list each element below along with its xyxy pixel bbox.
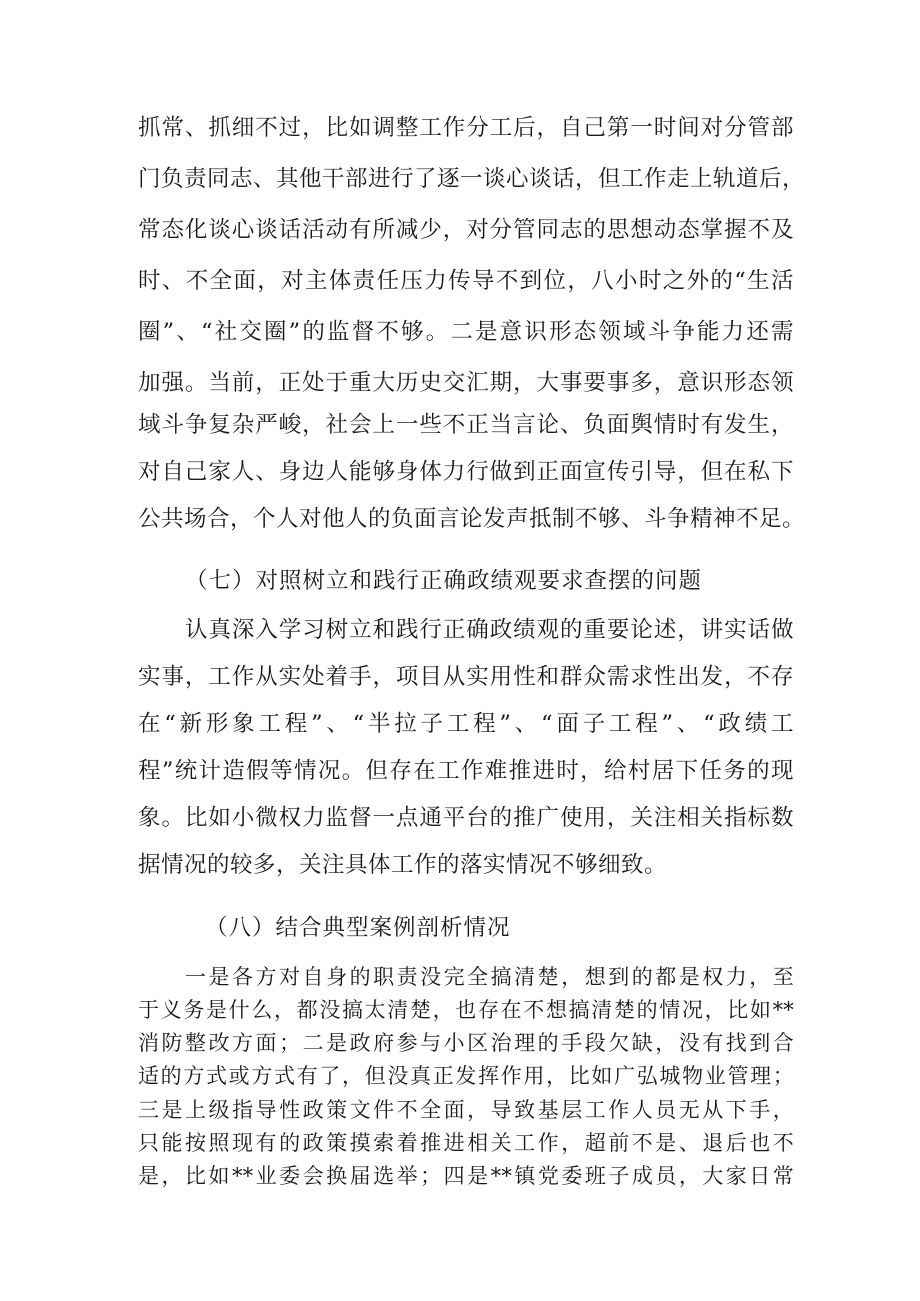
paragraph-line: 适的方式或方式有了，但没真正发挥作用，比如广弘城物业管理； <box>138 1064 794 1088</box>
paragraph-line: 加强。当前，正处于重大历史交汇期，大事要事多，意识形态领 <box>138 370 794 396</box>
paragraph-line: 象。比如小微权力监督一点通平台的推广使用，关注相关指标数 <box>138 805 794 831</box>
paragraph-line: 于义务是什么，都没搞太清楚，也存在不想搞清楚的情况，比如** <box>138 998 794 1022</box>
paragraph-line: 程”统计造假等情况。但存在工作难推进时，给村居下任务的现 <box>138 758 794 784</box>
paragraph-line: 常态化谈心谈话活动有所减少，对分管同志的思想动态掌握不及 <box>138 217 794 243</box>
paragraph-line: 抓常、抓细不过，比如调整工作分工后，自己第一时间对分管部 <box>138 115 794 141</box>
paragraph-line: 据情况的较多，关注具体工作的落实情况不够细致。 <box>138 852 668 878</box>
paragraph-line: 实事，工作从实处着手，项目从实用性和群众需求性出发，不存 <box>138 664 794 690</box>
paragraph-line: 认真深入学习树立和践行正确政绩观的重要论述，讲实话做 <box>185 617 794 643</box>
paragraph-line: 公共场合，个人对他人的负面言论发声抵制不够、斗争精神不足。 <box>138 506 806 532</box>
section-heading: （八）结合典型案例剖析情况 <box>205 915 511 941</box>
paragraph-line: 时、不全面，对主体责任压力传导不到位，八小时之外的“生活 <box>138 268 794 294</box>
paragraph-line: 门负责同志、其他干部进行了逐一谈心谈话，但工作走上轨道后， <box>138 166 806 192</box>
paragraph-line: 圈”、“社交圈”的监督不够。二是意识形态领域斗争能力还需 <box>138 319 794 345</box>
paragraph-line: 三是上级指导性政策文件不全面，导致基层工作人员无从下手， <box>138 1098 794 1122</box>
paragraph-line: 消防整改方面；二是政府参与小区治理的手段欠缺，没有找到合 <box>138 1031 794 1055</box>
paragraph-line: 对自己家人、身边人能够身体力行做到正面宣传引导，但在私下 <box>138 459 794 485</box>
section-heading: （七）对照树立和践行正确政绩观要求查摆的问题 <box>185 568 703 594</box>
paragraph-line: 是，比如**业委会换届选举；四是**镇党委班子成员，大家日常 <box>138 1164 794 1188</box>
paragraph-line: 在“新形象工程”、“半拉子工程”、“面子工程”、“政绩工 <box>138 711 794 737</box>
paragraph-line: 只能按照现有的政策摸索着推进相关工作，超前不是、退后也不 <box>138 1131 794 1155</box>
paragraph-line: 一是各方对自身的职责没完全搞清楚，想到的都是权力，至 <box>185 965 794 989</box>
paragraph-line: 域斗争复杂严峻，社会上一些不正当言论、负面舆情时有发生， <box>138 412 794 438</box>
